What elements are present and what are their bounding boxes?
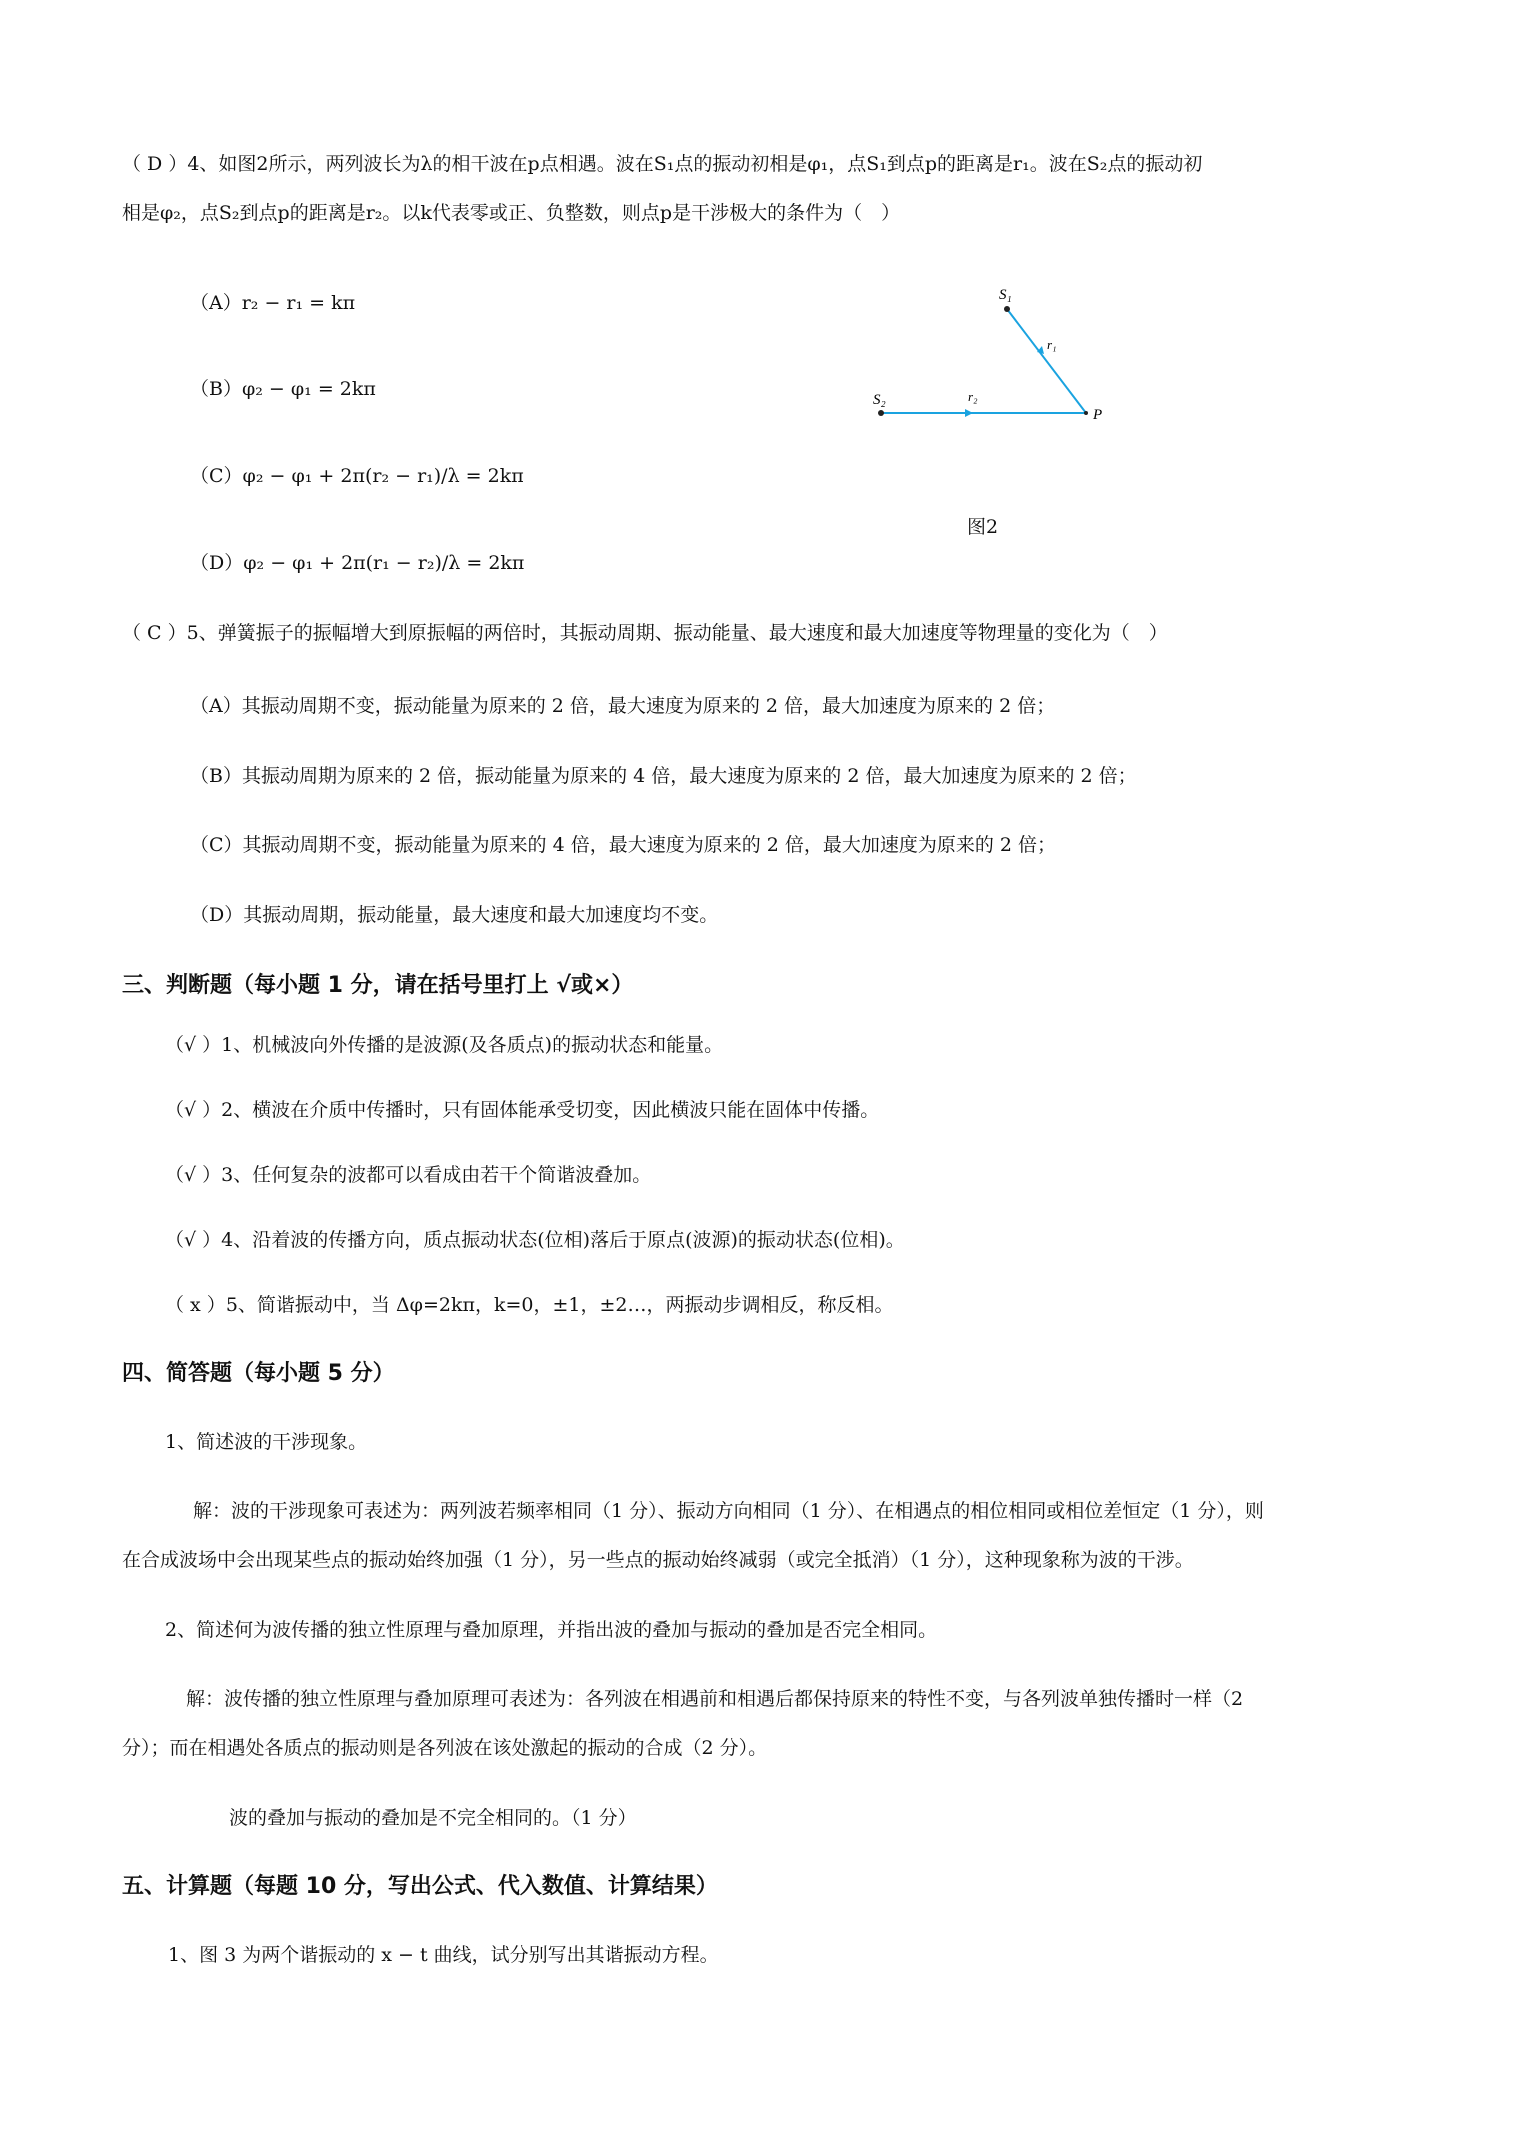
q4-text-line1: 4、如图2所示，两列波长为λ的相干波在p点相遇。波在S₁点的振动初相是φ₁，点S₁到点p的距离是r₁。波在S₂点的振动初 xyxy=(187,153,1203,175)
q5-stem xyxy=(122,620,1168,646)
q4-answer: D xyxy=(147,153,163,175)
tf-item-1: （√ ）1、机械波向外传播的是波源(及各质点)的振动状态和能量。 xyxy=(165,1034,724,1056)
q5-answer: C xyxy=(147,622,162,644)
section3-title: 三、判断题（每小题 1 分，请在括号里打上 √或×） xyxy=(122,973,634,998)
tf-text-5: 5、简谐振动中，当 Δφ=2kπ，k=0，±1，±2…，两振动步调相反，称反相。 xyxy=(225,1294,894,1316)
tf-mark-5: x xyxy=(190,1294,201,1316)
q4-option-a: （A）r₂ − r₁ = kπ xyxy=(190,292,356,314)
q4-option-c: （C）φ₂ − φ₁ + 2π(r₂ − r₁)/λ = 2kπ xyxy=(190,465,524,487)
q4-option-b: （B）φ₂ − φ₁ = 2kπ xyxy=(190,378,376,400)
q4-stem-line1 xyxy=(122,151,1202,177)
q5-text: 5、弹簧振子的振幅增大到原振幅的两倍时，其振动周期、振动能量、最大速度和最大加速度等物理量的变化为（ ） xyxy=(186,622,1168,644)
tf-text-2: 2、横波在介质中传播时，只有固体能承受切变，因此横波只能在固体中传播。 xyxy=(221,1099,880,1121)
tf-item-4: （√ ）4、沿着波的传播方向，质点振动状态(位相)落后于原点(波源)的振动状态(位相)。 xyxy=(165,1229,905,1251)
short-q2: 2、简述何为波传播的独立性原理与叠加原理，并指出波的叠加与振动的叠加是否完全相同。 xyxy=(165,1619,938,1641)
s1-to-p-line xyxy=(1007,309,1086,413)
q5-option-c: （C）其振动周期不变，振动能量为原来的 4 倍，最大速度为原来的 2 倍，最大加速度为原来的 2 倍； xyxy=(190,834,1057,856)
figure-2-caption: 图2 xyxy=(967,516,999,538)
r1-label: r₁ xyxy=(1047,337,1057,352)
short-a2-line1: 解：波传播的独立性原理与叠加原理可表述为：各列波在相遇前和相遇后都保持原来的特性不变，与各列波单独传播时一样（2 xyxy=(186,1688,1244,1710)
tf-item-2: （√ ）2、横波在介质中传播时，只有固体能承受切变，因此横波只能在固体中传播。 xyxy=(165,1099,880,1121)
section4-title: 四、简答题（每小题 5 分） xyxy=(122,1361,395,1386)
q4-stem-line2: 相是φ₂，点S₂到点p的距离是r₂。以k代表零或正、负整数，则点p是干涉极大的条件为（ ） xyxy=(122,202,901,224)
tf-item-3: （√ ）3、任何复杂的波都可以看成由若干个简谐波叠加。 xyxy=(165,1164,652,1186)
tf-text-1: 1、机械波向外传播的是波源(及各质点)的振动状态和能量。 xyxy=(221,1034,724,1056)
s1-label: S₁ xyxy=(999,287,1012,303)
short-q1: 1、简述波的干涉现象。 xyxy=(165,1431,368,1453)
q5-answer-bracket: （ C ） xyxy=(122,622,187,644)
r2-label: r₂ xyxy=(968,389,978,404)
short-a1-line2: 在合成波场中会出现某些点的振动始终加强（1 分），另一些点的振动始终减弱（或完全抵消）（1 分），这种现象称为波的干涉。 xyxy=(122,1549,1194,1571)
tf-item-5: （ x ）5、简谐振动中，当 Δφ=2kπ，k=0，±1，±2…，两振动步调相反，称反相。 xyxy=(165,1294,894,1316)
tf-mark-1: √ xyxy=(184,1034,197,1056)
q5-option-d: （D）其振动周期，振动能量，最大速度和最大加速度均不变。 xyxy=(190,904,719,926)
p-label: P xyxy=(1093,407,1103,423)
short-a2-line2: 分）；而在相遇处各质点的振动则是各列波在该处激起的振动的合成（2 分）。 xyxy=(122,1737,768,1759)
figure-2-diagram xyxy=(870,280,1130,440)
q5-option-b: （B）其振动周期为原来的 2 倍，振动能量为原来的 4 倍，最大速度为原来的 2 倍，最大加速度为原来的 2 倍； xyxy=(190,765,1137,787)
short-a2-line3: 波的叠加与振动的叠加是不完全相同的。（1 分） xyxy=(229,1807,637,1829)
tf-mark-2: √ xyxy=(184,1099,197,1121)
q4-answer-bracket: （ D ） xyxy=(122,153,188,175)
s2-label: S₂ xyxy=(873,392,886,408)
calc-q1: 1、图 3 为两个谐振动的 x − t 曲线，试分别写出其谐振动方程。 xyxy=(168,1944,719,1966)
tf-text-3: 3、任何复杂的波都可以看成由若干个简谐波叠加。 xyxy=(221,1164,652,1186)
tf-mark-4: √ xyxy=(184,1229,197,1251)
section5-title: 五、计算题（每题 10 分，写出公式、代入数值、计算结果） xyxy=(122,1874,718,1899)
short-a1-line1: 解：波的干涉现象可表述为：两列波若频率相同（1 分）、振动方向相同（1 分）、在相遇点的相位相同或相位差恒定（1 分），则 xyxy=(193,1500,1264,1522)
s2-point xyxy=(878,410,884,416)
tf-text-4: 4、沿着波的传播方向，质点振动状态(位相)落后于原点(波源)的振动状态(位相)。 xyxy=(221,1229,905,1251)
s1-point xyxy=(1004,306,1010,312)
r2-arrow-icon xyxy=(965,409,973,417)
q5-option-a: （A）其振动周期不变，振动能量为原来的 2 倍，最大速度为原来的 2 倍，最大加速度为原来的 2 倍； xyxy=(190,695,1056,717)
q4-option-d: （D）φ₂ − φ₁ + 2π(r₁ − r₂)/λ = 2kπ xyxy=(190,552,525,574)
p-point xyxy=(1084,411,1088,415)
tf-mark-3: √ xyxy=(184,1164,197,1186)
